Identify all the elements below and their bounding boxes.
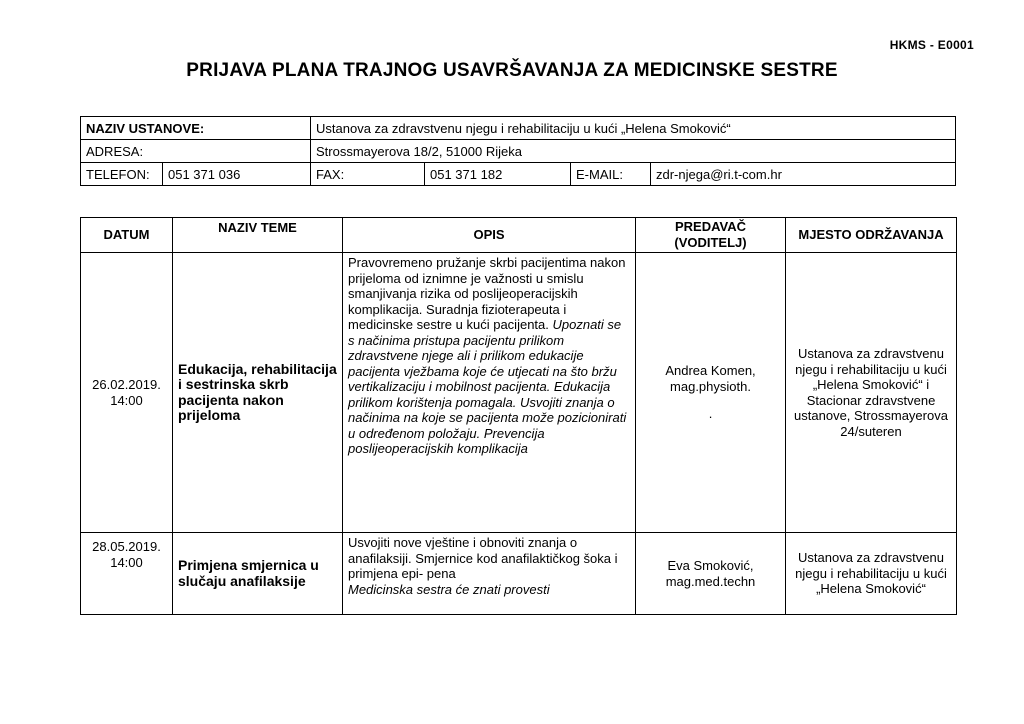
header-date: DATUM bbox=[81, 218, 173, 253]
phone-label: TELEFON: bbox=[81, 163, 163, 186]
lecturer-title: mag.physioth. bbox=[670, 378, 751, 394]
address-row bbox=[81, 140, 956, 163]
contact-row bbox=[81, 163, 956, 186]
email-label: E-MAIL: bbox=[571, 163, 651, 186]
plan-date-cell bbox=[81, 253, 173, 533]
header-lecturer: PREDAVAČ (VODITELJ) bbox=[636, 218, 786, 253]
lecturer-extra: . bbox=[708, 406, 713, 422]
page-title: PRIJAVA PLANA TRAJNOG USAVRŠAVANJA ZA MEDICINSKE SESTRE bbox=[186, 60, 838, 81]
header-desc: OPIS bbox=[343, 218, 636, 253]
plan-description-text: Pravovremeno pružanje skrbi pacijentima nakon prijeloma od iznimne je važnosti u smislu smanjivanja rizika od poslijeoperacijskih komplikacija. Suradnja fizioterapeuta i medicinske sestre u kući pacijenta. bbox=[348, 255, 626, 332]
plan-topic: Primjena smjernica u slučaju anafilaksije bbox=[173, 533, 343, 615]
lecturer-name: Andrea Komen, bbox=[665, 363, 756, 379]
plan-date: 26.02.2019. bbox=[92, 377, 161, 392]
plan-time: 14:00 bbox=[110, 554, 143, 570]
institution-name-label: NAZIV USTANOVE: bbox=[81, 117, 311, 140]
plan-row bbox=[81, 533, 957, 615]
plan-lecturer bbox=[636, 533, 786, 615]
plan-description-text: Usvojiti nove vještine i obnoviti znanja o anafilaksiji. Smjernice kod anafilaktičkog šoka i primjena epi- pena bbox=[348, 535, 618, 581]
lecturer-name: Eva Smoković, bbox=[667, 558, 754, 573]
plan-description bbox=[343, 533, 636, 615]
address-value: Strossmayerova 18/2, 51000 Rijeka bbox=[311, 140, 956, 163]
plan-row bbox=[81, 253, 957, 533]
header-location: MJESTO ODRŽAVANJA bbox=[786, 218, 957, 253]
fax-value: 051 371 182 bbox=[425, 163, 571, 186]
plan-description bbox=[343, 253, 636, 533]
plan-description-italic: Medicinska sestra će znati provesti bbox=[348, 581, 550, 597]
address-label: ADRESA: bbox=[81, 140, 311, 163]
plan-description-italic: Upoznati se s načinima pristupa pacijentu prilikom zdravstvene njege ali i prilikom edukacije pacijenta vježbama koje će utjecati na što bržu vertikalizaciju i mobilnost pacijenta. Edukacija prilikom korištenja pomagala. Usvojiti znanja o načinima na koje se pacijenta može pozicionirati u određenom položaju. Prevencija poslijeoperacijskih komplikacija bbox=[348, 317, 627, 456]
plan-topic: Edukacija, rehabilitacija i sestrinska skrb pacijenta nakon prijeloma bbox=[173, 253, 343, 533]
plan-date: 28.05.2019. bbox=[92, 539, 161, 554]
plan-location: Ustanova za zdravstvenu njegu i rehabilitaciju u kući „Helena Smoković“ i Stacionar zdravstvene ustanove, Strossmayerova 24/suteren bbox=[786, 253, 957, 533]
training-plan-table bbox=[80, 217, 957, 615]
plan-time: 14:00 bbox=[110, 392, 143, 408]
document-code: HKMS - E0001 bbox=[889, 38, 974, 52]
header-topic: NAZIV TEME bbox=[173, 218, 343, 253]
email-value: zdr-njega@ri.t-com.hr bbox=[651, 163, 956, 186]
institution-name-value: Ustanova za zdravstvenu njegu i rehabilitaciju u kući „Helena Smoković“ bbox=[311, 117, 956, 140]
lecturer-title: mag.med.techn bbox=[665, 573, 756, 589]
plan-date-cell bbox=[81, 533, 173, 615]
plan-lecturer bbox=[636, 253, 786, 533]
plan-header-row bbox=[81, 218, 957, 253]
fax-label: FAX: bbox=[311, 163, 425, 186]
phone-value: 051 371 036 bbox=[163, 163, 311, 186]
institution-table bbox=[80, 116, 956, 186]
plan-location: Ustanova za zdravstvenu njegu i rehabilitaciju u kući „Helena Smoković“ bbox=[786, 533, 957, 615]
institution-name-row bbox=[81, 117, 956, 140]
